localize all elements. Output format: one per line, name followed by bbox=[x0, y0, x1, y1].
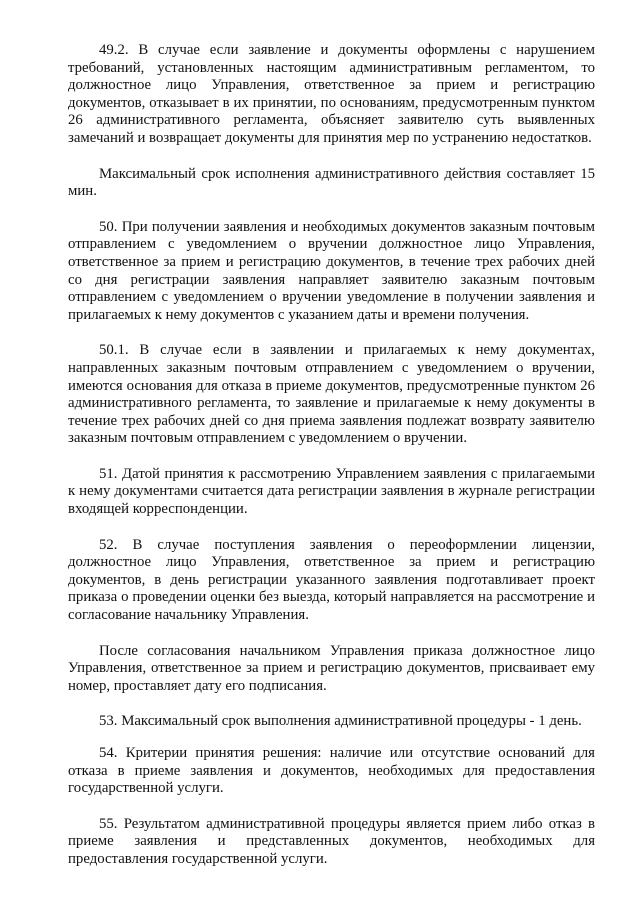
document-body bbox=[68, 42, 595, 887]
paragraph-49-2: 49.2. В случае если заявление и документы оформлены с нарушением требований, установленных настоящим административным регламентом, то должностное лицо Управления, ответственное за прием и регистрацию документов, отказывает в их принятии, по основаниям, предусмотренным пунктом 26 административного регламента, объясняет заявителю суть выявленных замечаний и возвращает документы для принятия мер по устранению недостатков. bbox=[68, 42, 595, 146]
paragraph-after-approval: После согласования начальником Управления приказа должностное лицо Управления, ответственное за прием и регистрацию документов, присваивает ему номер, проставляет дату его подписания. bbox=[68, 642, 595, 694]
paragraph-52: 52. В случае поступления заявления о переоформлении лицензии, должностное лицо Управления, ответственное за прием и регистрацию документов, в день регистрации указанного заявления подготавливает проект приказа о проведении оценки без выезда, который направляется на рассмотрение и согласование начальнику Управления. bbox=[68, 536, 595, 624]
paragraph-53: 53. Максимальный срок выполнения административной процедуры - 1 день. bbox=[99, 713, 582, 730]
paragraph-51: 51. Датой принятия к рассмотрению Управлением заявления с прилагаемыми к нему документами считается дата регистрации заявления в журнале регистрации входящей корреспонденции. bbox=[68, 465, 595, 518]
paragraph-max-time: Максимальный срок исполнения административного действия составляет 15 мин. bbox=[68, 165, 595, 200]
paragraph-54: 54. Критерии принятия решения: наличие или отсутствие оснований для отказа в приеме заявления и документов, необходимых для предоставления государственной услуги. bbox=[68, 745, 595, 797]
paragraph-50: 50. При получении заявления и необходимых документов заказным почтовым отправлением с уведомлением о вручении должностное лицо Управления, ответственное за прием и регистрацию документов, в течение трех рабочих дней со дня регистрации заявления направляет заявителю заказным почтовым отправлением с уведомлением о вручении уведомление в получении заявления и прилагаемых к нему документов с указанием даты и времени получения. bbox=[68, 218, 595, 323]
paragraph-55: 55. Результатом административной процедуры является прием либо отказ в приеме заявления и представленных документов, необходимых для предоставления государственной услуги. bbox=[68, 815, 595, 867]
paragraph-50-1: 50.1. В случае если в заявлении и прилагаемых к нему документах, направленных заказным почтовым отправлением с уведомлением о вручении, имеются основания для отказа в приеме документов, предусмотренные пунктом 26 административного регламента, то заявление и прилагаемые к нему документы в течение трех рабочих дней со дня приема заявления подлежат возврату заявителю заказным почтовым отправлением с уведомлением о вручении. bbox=[68, 342, 595, 447]
